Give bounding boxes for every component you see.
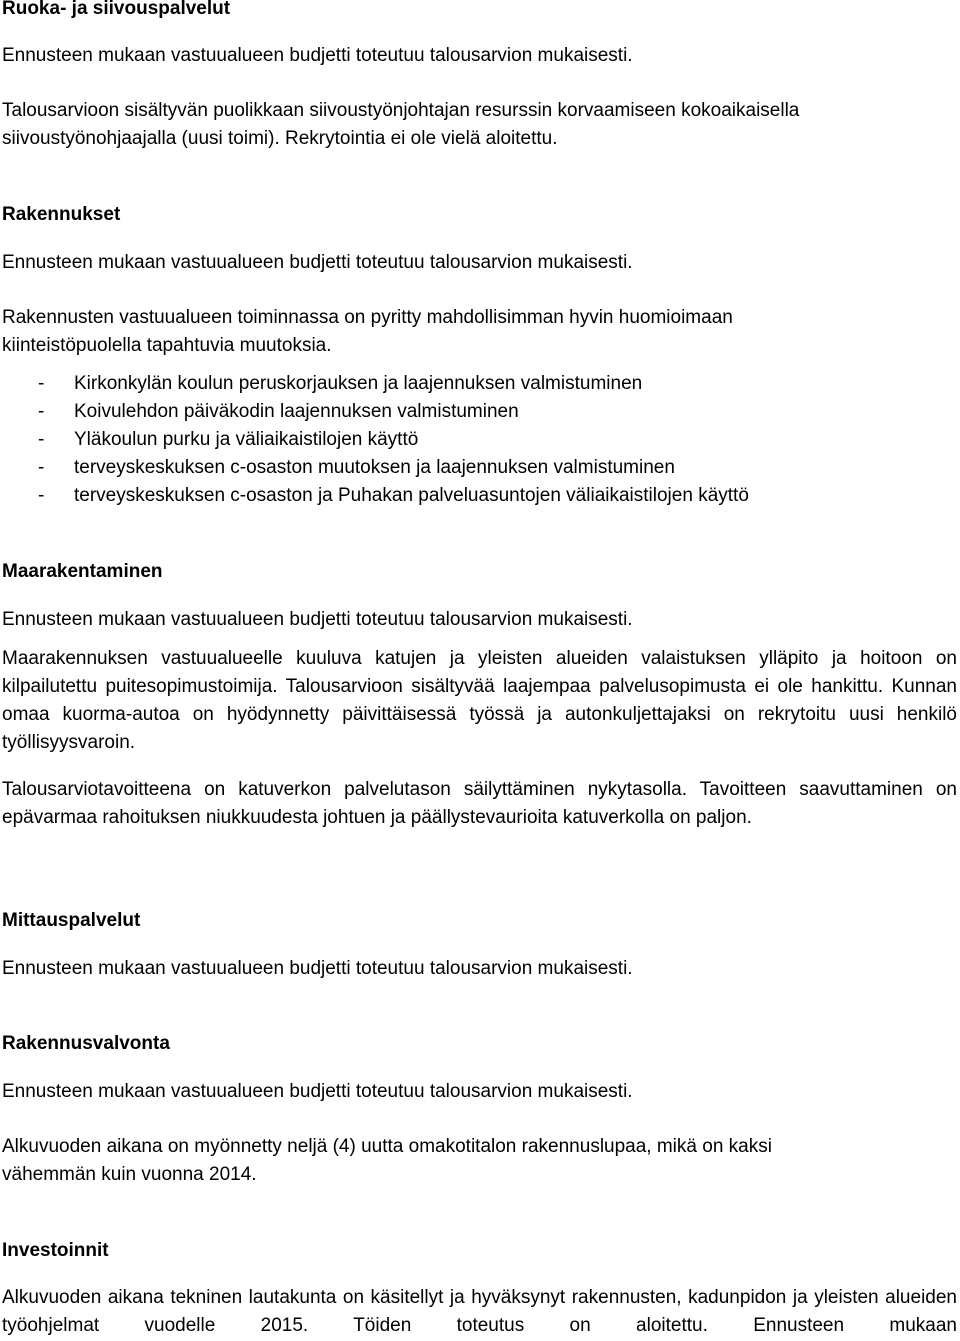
paragraph-maarakentaminen-1: Maarakennuksen vastuualueelle kuuluva katujen ja yleisten alueiden valaistuksen ylläpito ja hoitoon on kilpailutettu puitesopimustoimija. Talousarvioon sisältyvää laajempaa palvelusopimusta ei ole hankittu. Kunnan omaa kuorma-autoa on hyödynnetty päivittäisessä työssä ja autonkuljettajaksi on rekrytoitu uusi henkilö työllisyysvaroin.	[2, 648, 957, 753]
rakennukset-bullet-list	[2, 370, 957, 510]
heading-investoinnit: Investoinnit	[2, 1240, 109, 1261]
paragraph-investoinnit: Alkuvuoden aikana tekninen lautakunta on käsitellyt ja hyväksynyt rakennusten, kadunpidon ja yleisten alueiden työohjelmat vuodelle 2015. Töiden toteutus on aloitettu. Ennusteen mukaan	[2, 1287, 957, 1336]
list-item: - Yläkoulun purku ja väliaikaistilojen käyttö	[38, 429, 419, 450]
heading-rakennukset: Rakennukset	[2, 204, 121, 225]
paragraph-ruoka-line-1: Talousarvioon sisältyvän puolikkaan siivoustyönjohtajan resurssin korvaamiseen kokoaikaisella	[2, 100, 800, 121]
list-item: - Kirkonkylän koulun peruskorjauksen ja laajennuksen valmistuminen	[38, 373, 643, 394]
forecast-rakennukset: Ennusteen mukaan vastuualueen budjetti toteutuu talousarvion mukaisesti.	[2, 252, 633, 273]
list-item: - terveyskeskuksen c-osaston muutoksen ja laajennuksen valmistuminen	[38, 457, 675, 478]
paragraph-rakennusvalvonta-line-1: Alkuvuoden aikana on myönnetty neljä (4) uutta omakotitalon rakennuslupaa, mikä on kaksi	[2, 1136, 772, 1157]
list-item: - Koivulehdon päiväkodin laajennuksen valmistuminen	[38, 401, 519, 422]
heading-rakennusvalvonta: Rakennusvalvonta	[2, 1033, 170, 1054]
forecast-ruoka: Ennusteen mukaan vastuualueen budjetti toteutuu talousarvion mukaisesti.	[2, 45, 633, 66]
forecast-maarakentaminen: Ennusteen mukaan vastuualueen budjetti toteutuu talousarvion mukaisesti.	[2, 609, 633, 630]
paragraph-maarakentaminen-2: Talousarviotavoitteena on katuverkon palvelutason säilyttäminen nykytasolla. Tavoitteen saavuttaminen on epävarmaa rahoituksen niukkuudesta johtuen ja päällystevaurioita katuverkolla on paljon.	[2, 779, 957, 828]
paragraph-rakennusvalvonta-line-2: vähemmän kuin vuonna 2014.	[2, 1164, 257, 1185]
forecast-mittauspalvelut: Ennusteen mukaan vastuualueen budjetti toteutuu talousarvion mukaisesti.	[2, 958, 633, 979]
paragraph-ruoka-line-2: siivoustyönohjaajalla (uusi toimi). Rekrytointia ei ole vielä aloitettu.	[2, 128, 558, 149]
heading-maarakentaminen: Maarakentaminen	[2, 561, 163, 582]
heading-ruoka-ja-siivouspalvelut: Ruoka- ja siivouspalvelut	[2, 0, 231, 19]
list-item: - terveyskeskuksen c-osaston ja Puhakan palveluasuntojen väliaikaistilojen käyttö	[38, 485, 749, 506]
paragraph-rakennukset-line-2: kiinteistöpuolella tapahtuvia muutoksia.	[2, 335, 332, 356]
forecast-rakennusvalvonta: Ennusteen mukaan vastuualueen budjetti toteutuu talousarvion mukaisesti.	[2, 1081, 633, 1102]
heading-mittauspalvelut: Mittauspalvelut	[2, 910, 141, 931]
paragraph-rakennukset-line-1: Rakennusten vastuualueen toiminnassa on pyritty mahdollisimman hyvin huomioimaan	[2, 307, 733, 328]
